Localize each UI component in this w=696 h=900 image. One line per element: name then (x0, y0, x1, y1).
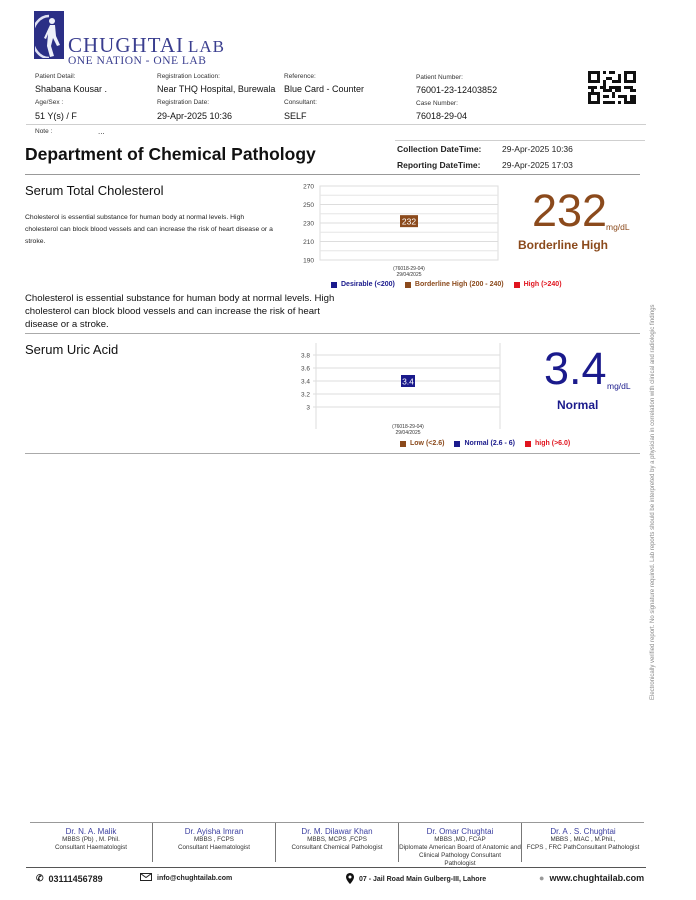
age-sex-value: 51 Y(s) / F (35, 111, 77, 121)
doctor-name: Dr. M. Dilawar Khan (301, 827, 373, 836)
y-tick-label: 250 (303, 202, 314, 209)
address-text: 07 - Jail Road Main Gulberg-III, Lahore (359, 876, 487, 883)
doctor-qualification: MBBS (Pb) , M. Phil. (62, 836, 120, 843)
legend-swatch (525, 441, 531, 447)
data-label: 232 (401, 216, 417, 227)
consultant-label: Consultant: (284, 99, 317, 106)
email-icon (140, 873, 152, 883)
divider (26, 124, 646, 125)
y-tick-label: 3.2 (300, 391, 310, 399)
reporting-datetime-label: Reporting DateTime: (397, 160, 481, 170)
uric-acid-status: Normal (557, 398, 599, 412)
doctor-card (522, 823, 644, 862)
reg-date-value: 29-Apr-2025 10:36 (157, 111, 233, 121)
reference-value: Blue Card - Counter (284, 84, 365, 94)
divider (25, 333, 640, 334)
uric-acid-legend (400, 440, 570, 447)
test-title-uric-acid: Serum Uric Acid (25, 342, 119, 357)
doctor-title-cont: Pathologist (444, 860, 476, 867)
legend-item-normal (454, 440, 515, 447)
collection-datetime-value: 29-Apr-2025 10:36 (502, 144, 573, 154)
footer-email (140, 873, 232, 883)
y-tick-label: 3.8 (300, 352, 310, 360)
legend-item-high (525, 440, 570, 447)
legend-swatch (514, 282, 520, 288)
test-description-large: Cholesterol is essential substance for human body at normal levels. High cholesterol can block blood vessels and can increase the risk of heart disease or a stroke. (25, 293, 335, 330)
doctor-card (30, 823, 153, 862)
legend-item-low (400, 440, 444, 447)
data-label: 3.4 (402, 376, 414, 387)
case-number-label: Case Number: (416, 100, 458, 107)
doctor-card (276, 823, 399, 862)
walking-man-logo-icon (34, 11, 64, 59)
divider (395, 140, 645, 141)
consultant-value: SELF (284, 111, 307, 121)
age-sex-label: Age/Sex : (35, 99, 64, 106)
doctor-title: Diplomate American Board of Anatomic and Clinical Pathology Consultant (399, 844, 521, 859)
y-tick-label: 3.6 (300, 365, 310, 373)
legend-swatch (405, 282, 411, 288)
department-title: Department of Chemical Pathology (25, 144, 316, 164)
doctor-title: Consultant Haematologist (54, 844, 128, 851)
phone-number[interactable]: 03111456789 (48, 873, 103, 884)
phone-icon: ✆ (36, 873, 44, 883)
legend-item-high (514, 281, 562, 288)
cholesterol-unit: mg/dL (606, 222, 630, 232)
doctor-card (153, 823, 276, 862)
location-pin-icon (346, 873, 354, 886)
footer-address (346, 873, 486, 886)
doctor-qualification: MBBS ,MD, FCAP (434, 836, 486, 843)
uric-acid-result-value: 3.4 (544, 343, 607, 394)
doctor-name: Dr. A . S. Chughtai (550, 827, 616, 836)
footer-phone (36, 873, 103, 884)
patient-number-value: 76001-23-12403852 (416, 85, 498, 95)
uric-acid-chart (290, 343, 510, 443)
reporting-datetime-value: 29-Apr-2025 17:03 (502, 160, 573, 170)
patient-number-label: Patient Number: (416, 74, 463, 81)
uric-acid-unit: mg/dL (607, 381, 631, 391)
doctor-qualification: MBBS , MIAC , M.Phil., (550, 836, 616, 843)
doctor-title: Consultant Chemical Pathologist (291, 844, 383, 851)
y-tick-label: 3.4 (300, 378, 310, 386)
legend-swatch (331, 282, 337, 288)
doctor-card (399, 823, 522, 867)
case-number-value: 76018-29-04 (416, 111, 468, 121)
divider (25, 453, 640, 454)
footer-website (539, 873, 644, 883)
note-value: ... (98, 127, 105, 136)
reg-location-label: Registration Location: (157, 73, 220, 80)
patient-name: Shabana Kousar . (35, 84, 108, 94)
reg-date-label: Registration Date: (157, 99, 210, 106)
legend-label: High (>240) (523, 281, 562, 288)
email-address[interactable]: info@chughtailab.com (157, 874, 233, 882)
y-tick-label: 270 (303, 183, 314, 191)
x-tick-label: 29/04/2025 (396, 272, 422, 278)
note-label: Note : (35, 128, 53, 135)
y-tick-label: 230 (303, 220, 314, 228)
legend-swatch (400, 441, 406, 447)
reg-location-value: Near THQ Hospital, Burewala (157, 84, 276, 94)
doctor-title: Consultant Haematologist (177, 844, 251, 851)
verification-note: Electronically verified report. No signature required. Lab reports should be interpreted by a physician in correlation with clinical and radiologic findings (650, 304, 656, 700)
chughtai-lab-logo (34, 11, 234, 67)
cholesterol-chart (290, 178, 510, 285)
doctor-qualification: MBBS, MCPS ,FCPS (307, 836, 367, 843)
brand-name-suffix: LAB (187, 37, 225, 56)
x-tick-label: 29/04/2025 (395, 430, 421, 436)
legend-item-desirable (331, 281, 395, 288)
doctor-name: Dr. N. A. Malik (65, 827, 117, 836)
website-link[interactable]: www.chughtailab.com (549, 873, 645, 883)
doctor-title: FCPS , FRC PathConsultant Pathologist (526, 844, 640, 851)
cholesterol-result-value: 232 (532, 185, 608, 236)
cholesterol-legend (331, 281, 562, 288)
legend-label: Desirable (<200) (341, 281, 395, 288)
y-tick-label: 210 (303, 239, 314, 246)
qr-code-icon (588, 71, 636, 104)
patient-detail-label: Patient Detail: (35, 73, 76, 80)
legend-label: Borderline High (200 - 240) (414, 281, 504, 288)
brand-name: CHUGHTAI (68, 33, 184, 57)
doctor-name: Dr. Omar Chughtai (426, 827, 494, 836)
footer-divider (26, 867, 646, 868)
doctors-signature-strip (30, 822, 644, 867)
divider (25, 174, 640, 175)
doctor-name: Dr. Ayisha Imran (184, 827, 244, 836)
reference-label: Reference: (284, 73, 316, 80)
legend-label: high (>6.0) (535, 440, 571, 447)
legend-swatch (454, 441, 460, 447)
y-tick-label: 3 (306, 404, 310, 412)
doctor-qualification: MBBS , FCPS (194, 836, 234, 843)
y-tick-label: 190 (303, 257, 314, 265)
test-title-cholesterol: Serum Total Cholesterol (25, 183, 164, 198)
x-tick-label: (76018-29-04) (392, 424, 424, 430)
legend-label: Low (<2.6) (410, 440, 445, 447)
legend-item-borderline (405, 281, 504, 288)
legend-label: Normal (2.6 - 6) (464, 440, 516, 447)
brand-tagline: ONE NATION - ONE LAB (68, 55, 207, 67)
x-tick-label: (76018-29-04) (393, 266, 425, 272)
cholesterol-status: Borderline High (518, 238, 609, 252)
test-description-small: Cholesterol is essential substance for human body at normal levels. High cholesterol can block blood vessels and can increase the risk of heart disease or a stroke. (25, 214, 273, 245)
globe-icon: ● (539, 873, 545, 883)
collection-datetime-label: Collection DateTime: (397, 144, 482, 154)
